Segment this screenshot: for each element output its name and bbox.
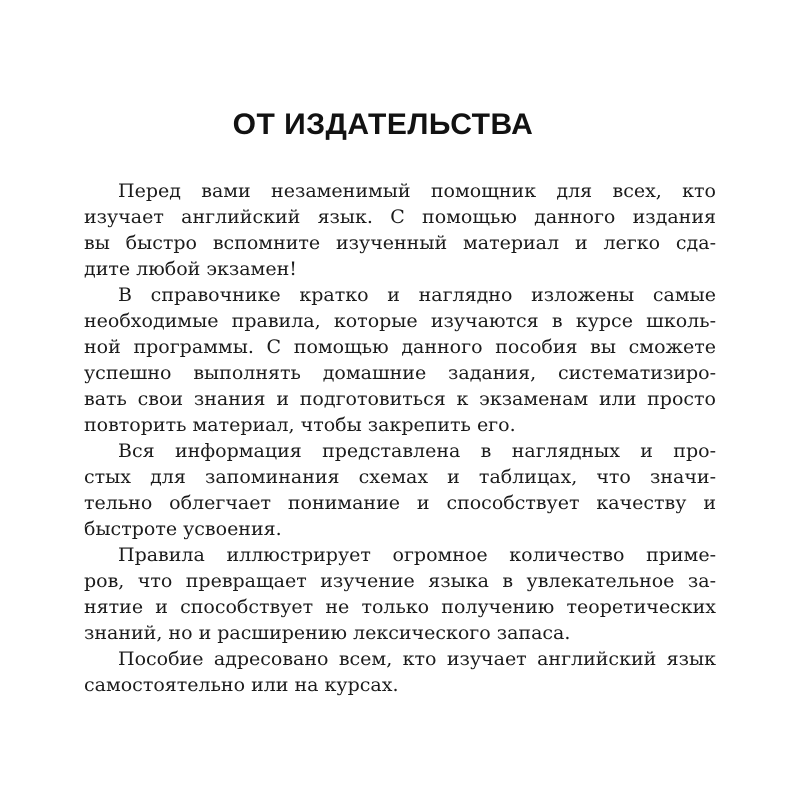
- text-line: Правила иллюстрирует огромное количество приме-: [118, 544, 716, 566]
- text-line: Пособие адресовано всем, кто изучает английский язык: [118, 648, 716, 670]
- text-line: повторить материал, чтобы закрепить его.: [84, 414, 516, 436]
- text-line: необходимые правила, которые изучаются в курсе школь-: [84, 310, 716, 332]
- text-line: изучает английский язык. С помощью данного издания: [84, 206, 716, 228]
- body-text: [84, 178, 716, 698]
- paragraph: [84, 438, 716, 542]
- text-line: быстроте усвоения.: [84, 518, 282, 540]
- page-title: ОТ ИЗДАТЕЛЬСТВА: [232, 108, 534, 141]
- text-line: успешно выполнять домашние задания, систематизиро-: [84, 362, 716, 384]
- text-line: вать свои знания и подготовиться к экзаменам или просто: [84, 388, 716, 410]
- paragraph: [84, 178, 716, 282]
- text-line: ной программы. С помощью данного пособия вы сможете: [84, 336, 716, 358]
- text-line: самостоятельно или на курсах.: [84, 674, 399, 696]
- page-content: [0, 108, 800, 698]
- text-line: Вся информация представлена в наглядных и про-: [118, 440, 716, 462]
- text-line: Перед вами незаменимый помощник для всех, кто: [118, 180, 716, 202]
- paragraph: [84, 282, 716, 438]
- text-line: тельно облегчает понимание и способствует качеству и: [84, 492, 716, 514]
- text-line: стых для запоминания схемах и таблицах, что значи-: [84, 466, 716, 488]
- text-line: знаний, но и расширению лексического запаса.: [84, 622, 571, 644]
- text-line: В справочнике кратко и наглядно изложены самые: [118, 284, 716, 306]
- text-line: ров, что превращает изучение языка в увлекательное за-: [84, 570, 716, 592]
- paragraph: [84, 646, 716, 698]
- text-line: дите любой экзамен!: [84, 258, 297, 280]
- paragraph: [84, 542, 716, 646]
- text-line: нятие и способствует не только получению теоретических: [84, 596, 716, 618]
- text-line: вы быстро вспомните изученный материал и легко сда-: [84, 232, 716, 254]
